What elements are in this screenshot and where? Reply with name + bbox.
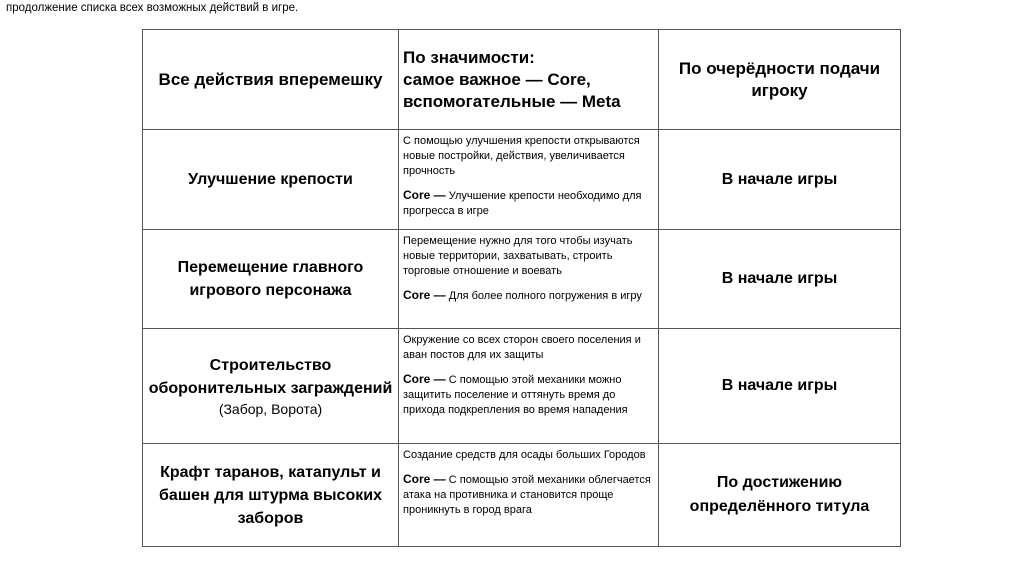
header-order — [659, 30, 901, 130]
action-cell — [143, 230, 399, 329]
header-importance-line1: По значимости: — [403, 47, 535, 67]
core-tag: Core — — [403, 288, 446, 302]
table-row — [143, 444, 901, 547]
action-name: Перемещение главного игрового персонажа — [177, 259, 364, 299]
action-description: Окружение со всех сторон своего поселения и аван постов для их защиты — [403, 334, 641, 361]
action-name: Крафт таранов, катапульт и башен для штурма высоких заборов — [159, 463, 382, 527]
action-name: Улучшение крепости — [188, 171, 353, 188]
core-tag: Core — — [403, 472, 446, 486]
order-cell — [659, 444, 901, 547]
order-value: В начале игры — [721, 270, 838, 287]
importance-cell — [399, 444, 659, 547]
order-cell — [659, 230, 901, 329]
order-cell — [659, 130, 901, 230]
action-description: С помощью улучшения крепости открываются новые постройки, действия, увеличивается прочность — [403, 135, 640, 177]
action-cell — [143, 329, 399, 444]
importance-text: Улучшение крепости необходимо для прогресса в игре — [403, 190, 642, 217]
core-tag: Core — — [403, 188, 446, 202]
importance-text: Для более полного погружения в игру — [448, 290, 642, 302]
action-note: (Забор, Ворота) — [218, 401, 323, 417]
importance-note — [403, 472, 654, 518]
slide-caption: продолжение списка всех возможных действий в игре. — [6, 2, 299, 14]
table-row — [143, 329, 901, 444]
order-cell — [659, 329, 901, 444]
core-tag: Core — — [403, 372, 446, 386]
table-header-row — [143, 30, 901, 130]
importance-cell — [399, 130, 659, 230]
importance-text: С помощью этой механики облегчается атака на противника и становится проще проникнуть в город врага — [403, 474, 651, 516]
order-value: По достижению определённого титула — [689, 474, 870, 515]
header-importance-line2: самое важное — Core, — [403, 69, 591, 89]
action-description: Создание средств для осады больших Городов — [403, 449, 646, 461]
header-order-label: По очерёдности подачи игроку — [678, 58, 881, 100]
importance-note — [403, 372, 654, 418]
importance-note — [403, 288, 654, 304]
action-description: Перемещение нужно для того чтобы изучать новые территории, захватывать, строить торговые отношение и воевать — [403, 235, 633, 277]
actions-table — [142, 29, 901, 547]
table-row — [143, 130, 901, 230]
importance-text: С помощью этой механики можно защитить поселение и оттянуть время до прихода подкрепления во время нападения — [403, 374, 628, 416]
action-cell — [143, 444, 399, 547]
header-importance-line3: вспомогательные — Meta — [403, 91, 621, 111]
action-cell — [143, 130, 399, 230]
action-name: Строительство оборонительных заграждений — [148, 357, 393, 397]
order-value: В начале игры — [721, 377, 838, 394]
importance-note — [403, 188, 654, 219]
header-all-actions-label: Все действия вперемешку — [158, 69, 383, 89]
importance-cell — [399, 329, 659, 444]
importance-cell — [399, 230, 659, 329]
header-all-actions — [143, 30, 399, 130]
table-row — [143, 230, 901, 329]
order-value: В начале игры — [721, 170, 838, 188]
header-importance — [399, 30, 659, 130]
